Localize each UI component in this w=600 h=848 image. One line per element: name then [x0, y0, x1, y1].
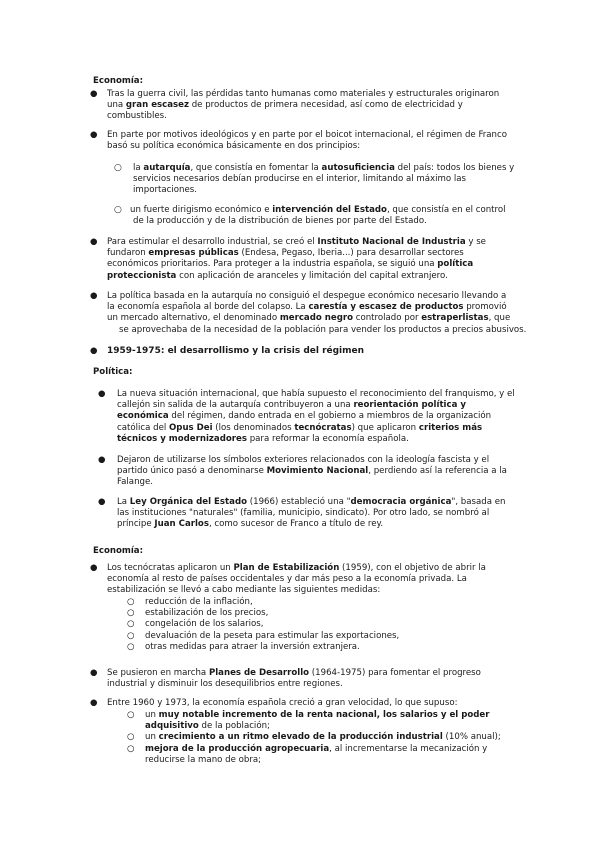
- text-line: de la producción y de la distribución de bienes por parte del Estado.: [133, 216, 427, 227]
- bullet-glyph: ●: [90, 89, 98, 99]
- bold-term: Ley Orgánica del Estado: [129, 497, 248, 507]
- text-line: servicios necesarios debían producirse en el interior, limitando al máximo las: [133, 174, 466, 185]
- list-item: [127, 619, 399, 630]
- bullet-glyph: ●: [90, 291, 98, 301]
- text-run: , que consistía en el control: [386, 205, 506, 215]
- text-line: [107, 302, 526, 313]
- text-run: con aplicación de aranceles y limitación del capital extranjero.: [176, 270, 448, 281]
- bold-term: estraperlistas: [421, 313, 489, 324]
- bullet-glyph: ●: [98, 455, 106, 465]
- text-run: ) que aplicaron: [351, 422, 419, 433]
- bold-term: intervención del Estado: [272, 205, 387, 215]
- text-run: católica del: [117, 422, 169, 433]
- sub-bullet-glyph: ○: [114, 163, 122, 173]
- sub-bullet-glyph: ○: [114, 205, 122, 215]
- text-line: [107, 248, 486, 259]
- text-run: económicos prioritarios. Para proteger a la industria española, se siguió una: [107, 259, 438, 270]
- text-run: un: [145, 732, 159, 743]
- bold-term: Opus Dei: [168, 422, 213, 433]
- bullet-glyph: ●: [90, 698, 98, 708]
- text-line: [117, 411, 515, 422]
- text-line: [117, 497, 505, 508]
- text-run: un mercado alternativo, el denominado: [107, 313, 280, 324]
- heading-text: Política:: [93, 367, 133, 377]
- bullet-marker: [90, 563, 98, 574]
- text-run: (Endesa, Pegaso, Iberia...) para desarrollar sectores: [238, 248, 464, 259]
- bullet-marker: [90, 291, 98, 302]
- bullet-glyph: ●: [90, 563, 98, 573]
- sub-bullet-marker: [114, 205, 122, 216]
- bullet-marker: [98, 455, 106, 466]
- text-run: , como sucesor de Franco a título de rey.: [208, 519, 384, 530]
- text-run: promovió: [463, 302, 507, 313]
- text-run: reducirse la mano de obra;: [145, 754, 262, 765]
- bold-term: empresas públicas: [148, 248, 239, 259]
- text-run: un: [145, 710, 159, 720]
- list-item: [127, 710, 501, 721]
- text-run: la economía española al borde del colapso. La: [107, 302, 309, 313]
- text-run: (10% anual);: [442, 732, 501, 743]
- list-item-text: estabilización de los precios,: [145, 608, 269, 619]
- text-line: [130, 205, 506, 216]
- sub-bullet-glyph: ○: [127, 743, 135, 754]
- text-line: [107, 563, 486, 574]
- text-line: En parte por motivos ideológicos y en parte por el boicot internacional, el régimen de Franco: [107, 130, 507, 140]
- bullet-marker: [90, 130, 98, 141]
- section-title-desarrollismo: [107, 346, 364, 357]
- bold-term: crecimiento a un ritmo elevado de la producción industrial: [158, 732, 443, 743]
- heading-politica: [93, 367, 132, 378]
- text-line: combustibles.: [107, 111, 167, 122]
- text-run: La: [117, 497, 130, 507]
- heading-text: Economía:: [93, 546, 144, 556]
- text-run: partido único pasó a denominarse: [117, 466, 267, 477]
- text-run: (los denominados: [212, 422, 295, 433]
- text-line: [117, 519, 505, 530]
- text-run: de productos de primera necesidad, así como de electricidad y: [189, 100, 463, 111]
- text-line: importaciones.: [133, 185, 197, 196]
- bullet-marker: [90, 668, 98, 679]
- text-run: un fuerte dirigismo económico e: [130, 205, 273, 215]
- text-run: Los tecnócratas aplicaron un: [107, 563, 234, 573]
- crecimiento-list: [127, 710, 501, 766]
- bullet-glyph: ●: [98, 497, 106, 507]
- bold-term: mejora de la producción agropecuaria: [145, 743, 330, 754]
- list-item-text: congelación de los salarios,: [145, 619, 264, 630]
- text-run: la: [133, 163, 144, 173]
- bullet-glyph: ●: [90, 130, 98, 140]
- heading-economia-1: [93, 76, 143, 87]
- bold-term: Movimiento Nacional: [266, 466, 369, 477]
- paragraph-crecimiento: [107, 698, 457, 709]
- bold-term: Instituto Nacional de Industria: [317, 237, 466, 247]
- text-line: [117, 466, 507, 477]
- text-line: [107, 313, 526, 324]
- paragraph-ley-organica: [117, 497, 505, 531]
- bullet-marker: [90, 698, 98, 709]
- text-line: Falange.: [117, 477, 153, 488]
- text-line: Dejaron de utilizarse los símbolos exteriores relacionados con la ideología fascista y el: [117, 455, 490, 465]
- paragraph-mercado-negro: [107, 291, 526, 336]
- sub-bullet-glyph: ○: [127, 641, 135, 652]
- bold-term: autosuficiencia: [321, 163, 395, 173]
- sub-bullet-glyph: ○: [127, 608, 135, 619]
- bold-term: Plan de Estabilización: [233, 563, 340, 573]
- bold-term: carestía y escasez de productos: [308, 302, 464, 313]
- bold-term: muy notable incremento de la renta nacional, los salarios y el poder: [158, 710, 490, 720]
- bullet-glyph: ●: [90, 668, 98, 678]
- bullet-marker: [98, 497, 106, 508]
- text-run: , que consistía en fomentar la: [190, 163, 322, 173]
- paragraph-politica-economica: [107, 130, 507, 152]
- text-line: industrial y disminuir los desequilibrios entre regiones.: [107, 679, 343, 690]
- bold-term: criterios más: [418, 422, 483, 433]
- text-run: para reformar la economía española.: [246, 433, 409, 444]
- bold-term: política: [437, 259, 474, 270]
- text-run: controlado por: [353, 313, 422, 324]
- bold-term: Juan Carlos: [154, 519, 209, 530]
- text-line: [117, 400, 515, 411]
- heading-economia-2: [93, 546, 143, 557]
- text-line: estabilización se llevó a cabo mediante las siguientes medidas:: [107, 585, 381, 596]
- text-line: [107, 271, 486, 282]
- bullet-marker: [90, 346, 98, 357]
- bullet-glyph: ●: [90, 346, 98, 356]
- text-line: Tras la guerra civil, las pérdidas tanto humanas como materiales y estructurales originaron: [107, 89, 500, 99]
- text-run: príncipe: [117, 519, 155, 530]
- bold-term: técnicos y modernizadores: [117, 433, 247, 444]
- bold-term: económica: [117, 411, 169, 422]
- text-run: una: [107, 100, 126, 111]
- text-run: fundaron: [107, 248, 149, 259]
- text-run: del régimen, dando entrada en el gobierno a miembros de la organización: [168, 411, 492, 422]
- bold-term: adquisitivo: [145, 721, 199, 732]
- bold-term: reorientación política y: [353, 400, 466, 411]
- text-line: [133, 163, 514, 174]
- sub-bullet-glyph: ○: [127, 710, 135, 720]
- text-line: [117, 434, 515, 445]
- text-run: callejón sin salida de la autarquía contribuyeron a una: [117, 400, 354, 411]
- text-line: [107, 100, 499, 111]
- text-line: economía al resto de países occidentales y dar más peso a la economía privada. La: [107, 574, 467, 585]
- bold-term: tecnócratas: [294, 422, 352, 433]
- paragraph-posguerra: [107, 89, 499, 123]
- bold-term: mercado negro: [279, 313, 354, 324]
- text-line: [107, 259, 486, 270]
- list-item: [127, 744, 501, 755]
- text-line: La nueva situación internacional, que había supuesto el reconocimiento del franquismo, y el: [117, 389, 515, 399]
- sub-bullet-glyph: ○: [127, 630, 135, 641]
- text-line: [107, 237, 486, 248]
- text-run: (1966) estableció una ": [247, 497, 351, 507]
- list-item-text: otras medidas para atraer la inversión extranjera.: [145, 641, 360, 652]
- bold-term: autarquía: [143, 163, 191, 173]
- list-item-text: devaluación de la peseta para estimular las exportaciones,: [145, 630, 400, 641]
- text-run: , que: [488, 313, 511, 324]
- sub-bullet-marker: [114, 163, 122, 174]
- text-run: , perdiendo así la referencia a la: [368, 466, 507, 477]
- bold-term: Planes de Desarrollo: [208, 668, 310, 678]
- list-item-text: reducción de la inflación,: [145, 597, 253, 607]
- bullet-glyph: ●: [98, 389, 106, 399]
- sub-bullet-glyph: ○: [127, 619, 135, 630]
- list-item: [127, 642, 399, 653]
- text-run: , al incrementarse la mecanización y: [329, 743, 488, 754]
- bold-term: democracia orgánica: [350, 497, 452, 507]
- sub-bullet-glyph: ○: [127, 732, 135, 743]
- text-line: [117, 423, 515, 434]
- heading-text: Economía:: [93, 76, 144, 86]
- list-item: [127, 597, 399, 608]
- paragraph-reorientacion: [117, 389, 515, 445]
- paragraph-ini: [107, 237, 486, 282]
- text-line: 1959-1975: el desarrollismo y la crisis del régimen: [107, 346, 365, 356]
- text-run: del país: todos los bienes y: [394, 163, 515, 173]
- paragraph-planes-desarrollo: [107, 668, 481, 690]
- sub-paragraph-dirigismo: [130, 205, 506, 227]
- paragraph-plan-estabilizacion: [107, 563, 486, 597]
- text-run: Se pusieron en marcha: [107, 668, 209, 678]
- text-run: de la población;: [198, 721, 270, 732]
- bullet-marker: [98, 389, 106, 400]
- text-line: [107, 668, 481, 679]
- text-line: Entre 1960 y 1973, la economía española creció a gran velocidad, lo que supuso:: [107, 698, 458, 708]
- sub-bullet-glyph: ○: [127, 597, 135, 607]
- text-run: y se: [465, 237, 486, 247]
- text-line: basó su política económica básicamente en dos principios:: [107, 141, 361, 152]
- medidas-list: [127, 597, 399, 653]
- bold-term: proteccionista: [107, 270, 177, 281]
- text-run: ", basada en: [451, 497, 506, 507]
- text-run: (1959), con el objetivo de abrir la: [339, 563, 486, 573]
- bullet-marker: [90, 89, 98, 100]
- bold-term: gran escasez: [125, 100, 189, 111]
- paragraph-movimiento-nacional: [117, 455, 507, 489]
- list-item-continuation: [127, 755, 501, 766]
- list-item-continuation: [127, 721, 501, 732]
- list-item: [127, 631, 399, 642]
- text-line: las instituciones "naturales" (familia, municipio, sindicato). Por otro lado, se nombró al: [117, 508, 490, 519]
- text-run: Para estimular el desarrollo industrial, se creó el: [107, 237, 318, 247]
- text-line: La política basada en la autarquía no consiguió el despegue económico necesario llevando a: [107, 291, 507, 301]
- list-item: [127, 608, 399, 619]
- text-run: (1964-1975) para fomentar el progreso: [309, 668, 481, 678]
- bullet-glyph: ●: [90, 237, 98, 247]
- list-item: [127, 732, 501, 743]
- bullet-marker: [90, 237, 98, 248]
- text-line: se aprovechaba de la necesidad de la población para vender los productos a precios abusivos.: [119, 324, 527, 335]
- sub-paragraph-autarquia: [133, 163, 514, 197]
